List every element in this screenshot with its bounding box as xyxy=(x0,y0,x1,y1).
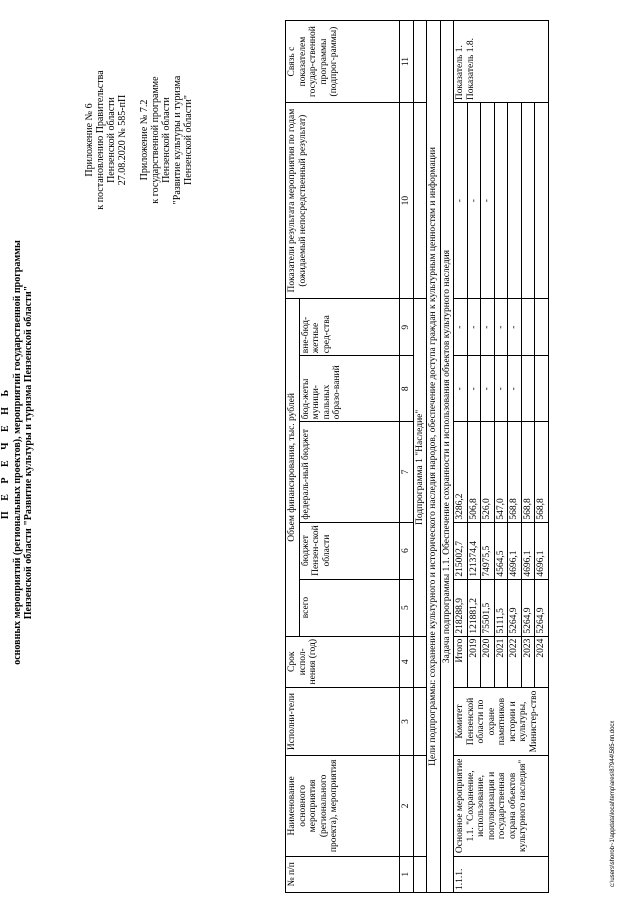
row-municipal xyxy=(521,356,535,422)
col-number: 3 xyxy=(399,687,413,755)
row-year: 2019 xyxy=(467,636,481,687)
row-federal: 568,8 xyxy=(535,422,549,522)
header-extra: вне-бюд-жетные сред-ства xyxy=(299,299,399,356)
row-total: 218288,9 xyxy=(454,579,468,636)
appendix-7-line-4: "Развитие культуры и туризма xyxy=(172,75,183,205)
row-regional: 74975,5 xyxy=(481,522,495,579)
subprogram-goal: Цели подпрограммы: сохранение культурного и исторического наследия народов, обеспечение доступа граждан к культурным ценностям и информации xyxy=(427,21,441,893)
header-link: Связь с показателем государ-ственной программы (подпрог-раммы) xyxy=(286,21,400,103)
title-heading: П Е Р Е Ч Е Н Ь xyxy=(0,385,11,520)
row-regional: 215002,7 xyxy=(454,522,468,579)
row-total: 5111,5 xyxy=(494,579,508,636)
col-number: 4 xyxy=(399,636,413,687)
document-title xyxy=(0,0,35,905)
row-regional: 4564,5 xyxy=(494,522,508,579)
row-result: - xyxy=(467,103,481,299)
row-result: - xyxy=(454,103,468,299)
row-result: - xyxy=(481,103,495,299)
row-regional: 4696,1 xyxy=(535,522,549,579)
row-federal: 547,0 xyxy=(494,422,508,522)
row-result xyxy=(508,103,522,299)
col-number: 7 xyxy=(399,422,413,522)
col-number: 6 xyxy=(399,522,413,579)
appendix-6-line-4: 27.08.2020 № 585-пП xyxy=(117,94,128,186)
row-federal: 506,8 xyxy=(467,422,481,522)
row-result xyxy=(535,103,549,299)
row-total: 5264,9 xyxy=(521,579,535,636)
row-result xyxy=(521,103,535,299)
subprogram-title: Подпрограмма 1 "Наследие" xyxy=(413,299,427,636)
row-extra: - xyxy=(494,299,508,356)
row-municipal xyxy=(535,356,549,422)
row-municipal: - xyxy=(481,356,495,422)
row-regional: 4696,1 xyxy=(508,522,522,579)
row-extra: - xyxy=(454,299,468,356)
activities-table xyxy=(285,20,549,893)
header-total: всего xyxy=(299,579,399,636)
header-indicators: Показатели результата мероприятия по годам (ожидаемый непосредственный результат) xyxy=(286,103,400,299)
header-municipal: бюд-жеты муници-пальных образо-ваний xyxy=(299,356,399,422)
indicator-link: Показатель 1.8. xyxy=(465,38,476,101)
row-municipal: - xyxy=(494,356,508,422)
col-number: 11 xyxy=(399,21,413,103)
activity-executor: Комитет Пензенской области по охране памятников истории и культуры, Министер-ство xyxy=(454,687,549,755)
activity-links xyxy=(454,21,549,103)
column-numbers-row xyxy=(399,21,413,893)
row-total: 75501,5 xyxy=(481,579,495,636)
row-extra xyxy=(521,299,535,356)
title-line-2: основных мероприятий (региональных проектов), мероприятий государственной программы xyxy=(11,240,23,665)
row-year: 2021 xyxy=(494,636,508,687)
appendix-6-line-3: Пензенской области xyxy=(106,97,117,183)
appendix-7-line-2: к государственной программе xyxy=(150,76,161,204)
row-regional: 4696,1 xyxy=(521,522,535,579)
subprogram-task: Задача подпрограммы 1.1. Обеспечение сохранности и использования объектов культурного наследия xyxy=(440,21,454,893)
row-year: 2020 xyxy=(481,636,495,687)
row-result xyxy=(494,103,508,299)
indicator-link: Показатель 1. xyxy=(455,45,465,101)
file-path-footer: c:\users\shorob~1\appdata\local\temp\ares\87944\585-пп.docx xyxy=(610,720,616,887)
header-term: Срок испол-нения (год) xyxy=(286,636,400,687)
col-number: 9 xyxy=(399,299,413,356)
header-federal: федераль-ный бюджет xyxy=(299,422,399,522)
row-year: 2024 xyxy=(535,636,549,687)
activity-name: Основное мероприятие 1.1. "Сохранение, использование, популяризация и государственная охрана объектов культурного наследия" xyxy=(454,756,549,856)
activity-number: 1.1.1. xyxy=(454,856,549,892)
row-total: 5264,9 xyxy=(535,579,549,636)
row-extra: - xyxy=(481,299,495,356)
header-funding: Объем финансирования, тыс. рублей xyxy=(286,299,300,636)
row-regional: 121374,4 xyxy=(467,522,481,579)
header-executors: Исполни-тели xyxy=(286,687,400,755)
header-name: Наименование основного мероприятия (регионального проекта), мероприятия xyxy=(286,756,400,856)
appendix-block xyxy=(84,55,194,225)
col-number: 8 xyxy=(399,356,413,422)
row-extra: - xyxy=(508,299,522,356)
row-federal: 526,0 xyxy=(481,422,495,522)
appendix-7-line-3: Пензенской области xyxy=(161,97,172,183)
header-regional: бюджет Пензен-ской области xyxy=(299,522,399,579)
row-federal: 568,8 xyxy=(521,422,535,522)
row-municipal: - xyxy=(467,356,481,422)
row-year: 2022 xyxy=(508,636,522,687)
row-total: 5264,9 xyxy=(508,579,522,636)
appendix-7-line-5: Пензенской области" xyxy=(183,95,194,185)
row-federal: 3286,2 xyxy=(454,422,468,522)
row-extra: - xyxy=(467,299,481,356)
header-no: № п/п xyxy=(286,856,400,892)
appendix-6-line-2: к постановлению Правительства xyxy=(95,70,106,210)
col-number: 1 xyxy=(399,856,413,892)
row-year: Итого xyxy=(454,636,468,687)
col-number: 10 xyxy=(399,103,413,299)
col-number: 2 xyxy=(399,756,413,856)
row-extra xyxy=(535,299,549,356)
title-line-3: Пензенской области "Развитие культуры и туризма Пензенской области" xyxy=(23,285,34,620)
row-municipal: - xyxy=(454,356,468,422)
appendix-7-line-1: Приложение № 7.2 xyxy=(139,99,150,181)
row-municipal: - xyxy=(508,356,522,422)
table-row xyxy=(454,21,468,893)
row-federal: 568,8 xyxy=(508,422,522,522)
col-number: 5 xyxy=(399,579,413,636)
row-year: 2023 xyxy=(521,636,535,687)
row-total: 121881,2 xyxy=(467,579,481,636)
appendix-6-line-1: Приложение № 6 xyxy=(84,103,95,177)
